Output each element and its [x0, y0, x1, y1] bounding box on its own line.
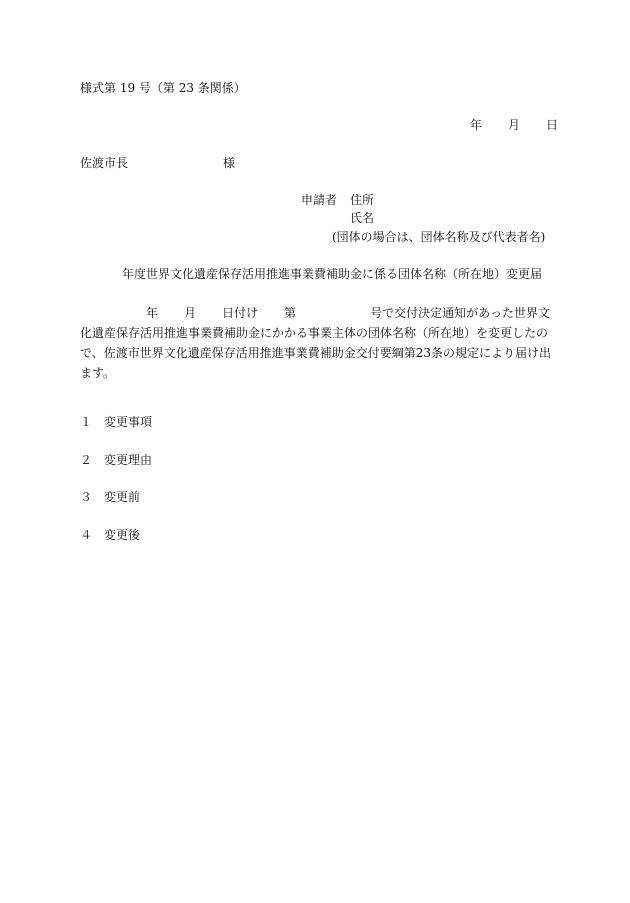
name-label: 氏名 [350, 211, 375, 225]
list-item [80, 454, 152, 466]
body-text [80, 303, 560, 383]
item-label: 変更後 [104, 528, 141, 542]
item-number: ３ [80, 490, 93, 504]
item-number: １ [80, 415, 93, 429]
date-month: 月 [508, 118, 521, 132]
document-title: 年度世界文化遺産保存活用推進事業費補助金に係る団体名称（所在地）変更届 [122, 267, 543, 281]
list-item [80, 416, 152, 428]
date-year: 年 [470, 118, 483, 132]
addressee-title: 佐渡市長 [80, 156, 129, 170]
body-month: 月 [184, 306, 197, 320]
body-year: 年 [146, 306, 159, 320]
item-label: 変更理由 [104, 453, 153, 467]
item-number: ４ [80, 528, 93, 542]
date-day: 日 [546, 118, 559, 132]
item-number: ２ [80, 453, 93, 467]
applicant-label: 申請者 [301, 193, 338, 207]
address-label: 住所 [350, 193, 375, 207]
body-line-1 [80, 303, 560, 323]
group-note: (団体の場合は、団体名称及び代表者名) [332, 230, 546, 244]
addressee-honorific: 様 [223, 156, 236, 170]
body-date-suffix: 日付け [222, 306, 259, 320]
item-label: 変更事項 [104, 415, 153, 429]
body-line-1-rest: 号で交付決定通知があった世界文 [370, 306, 550, 320]
list-item [80, 491, 140, 503]
body-line-2: 化遺産保存活用推進事業費補助金にかかる事業主体の団体名称（所在地）を変更したの [80, 326, 549, 340]
body-number-prefix: 第 [284, 306, 297, 320]
date-row [470, 119, 558, 131]
addressee [80, 157, 235, 169]
form-number: 様式第 19 号（第 23 条関係） [80, 81, 246, 95]
item-label: 変更前 [104, 490, 141, 504]
body-line-3: で、佐渡市世界文化遺産保存活用推進事業費補助金交付要綱第23条の規定により届け出 [80, 346, 552, 360]
list-item [80, 529, 140, 541]
body-line-4: ます。 [80, 366, 116, 380]
